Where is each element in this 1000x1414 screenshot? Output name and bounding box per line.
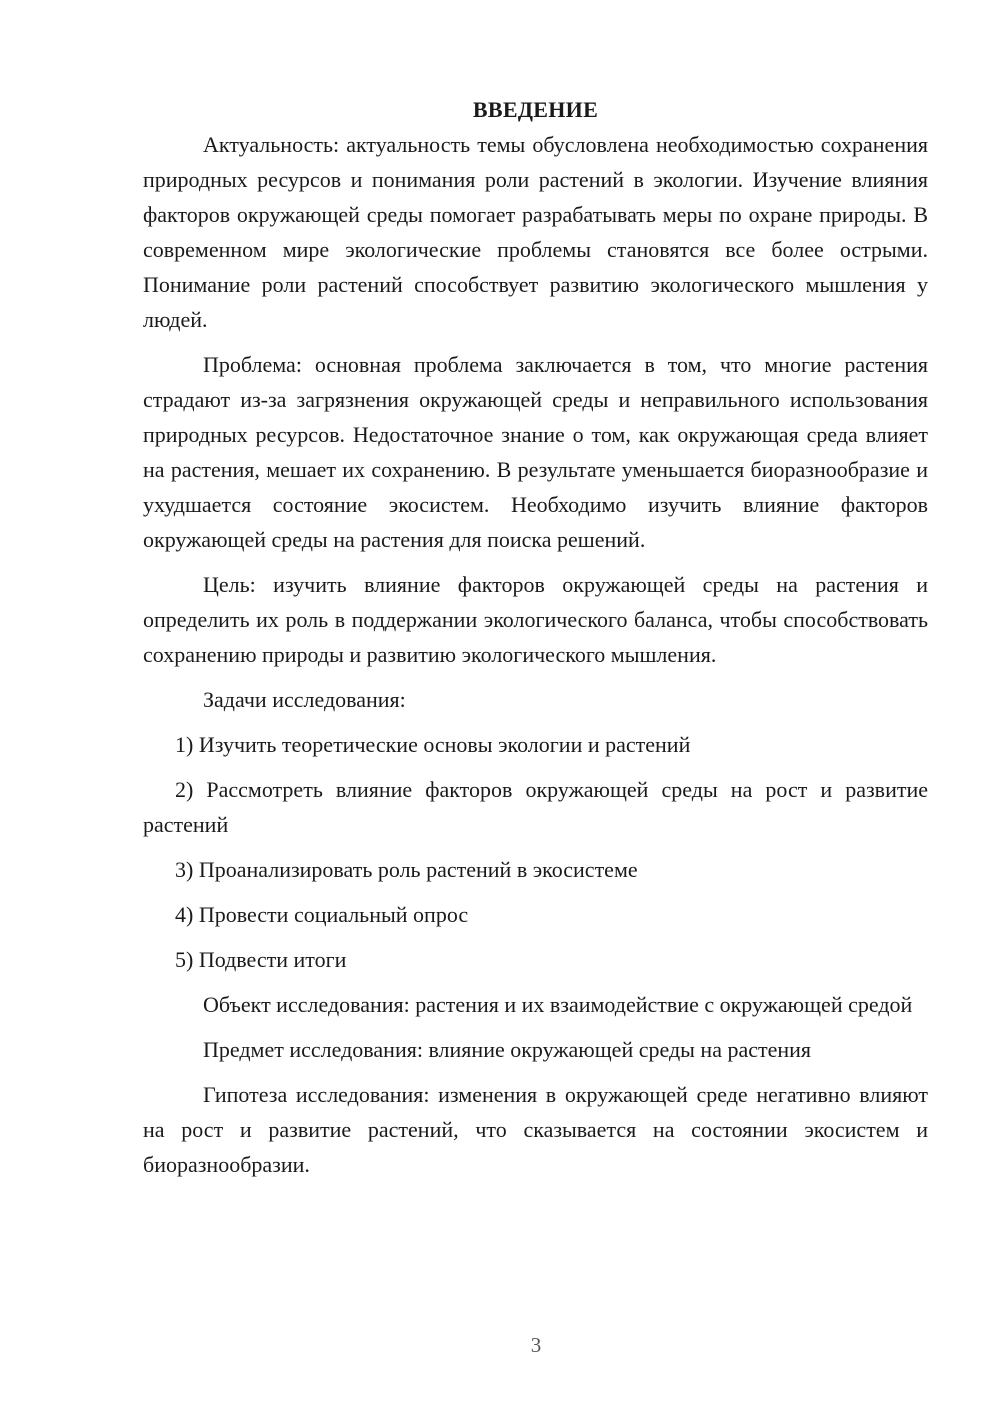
goal-paragraph: Цель: изучить влияние факторов окружающей среды на растения и определить их роль в поддержании экологического баланса, чтобы способствовать сохранению природы и развитию экологического мышления.	[143, 572, 928, 667]
task-item: 2) Рассмотреть влияние факторов окружающей среды на рост и развитие растений	[143, 777, 928, 837]
task-item: 4) Провести социальный опрос	[175, 902, 469, 927]
tasks-heading: Задачи исследования:	[203, 687, 406, 712]
subject-paragraph: Предмет исследования: влияние окружающей среды на растения	[203, 1037, 812, 1062]
document-title: ВВЕДЕНИЕ	[472, 97, 599, 122]
hypothesis-paragraph: Гипотеза исследования: изменения в окружающей среде негативно влияют на рост и развитие растений, что сказывается на состоянии экосистем и биоразнообразии.	[143, 1082, 928, 1177]
problem-paragraph: Проблема: основная проблема заключается в том, что многие растения страдают из-за загрязнения окружающей среды и неправильного использования природных ресурсов. Недостаточное знание о том, как окружающая среда влияет на растения, мешает их сохранению. В результате уменьшается биоразнообразие и ухудшается состояние экосистем. Необходимо изучить влияние факторов окружающей среды на растения для поиска решений.	[143, 352, 928, 552]
page-number: 3	[530, 1333, 542, 1357]
task-item: 1) Изучить теоретические основы экологии и растений	[175, 732, 691, 757]
task-item: 5) Подвести итоги	[175, 947, 347, 972]
task-item: 3) Проанализировать роль растений в экосистеме	[175, 857, 638, 882]
relevance-paragraph: Актуальность: актуальность темы обусловлена необходимостью сохранения природных ресурсов и понимания роли растений в экологии. Изучение влияния факторов окружающей среды помогает разрабатывать меры по охране природы. В современном мире экологические проблемы становятся все более острыми. Понимание роли растений способствует развитию экологического мышления у людей.	[143, 132, 928, 332]
document-page	[143, 92, 928, 1192]
object-paragraph: Объект исследования: растения и их взаимодействие с окружающей средой	[203, 992, 913, 1017]
